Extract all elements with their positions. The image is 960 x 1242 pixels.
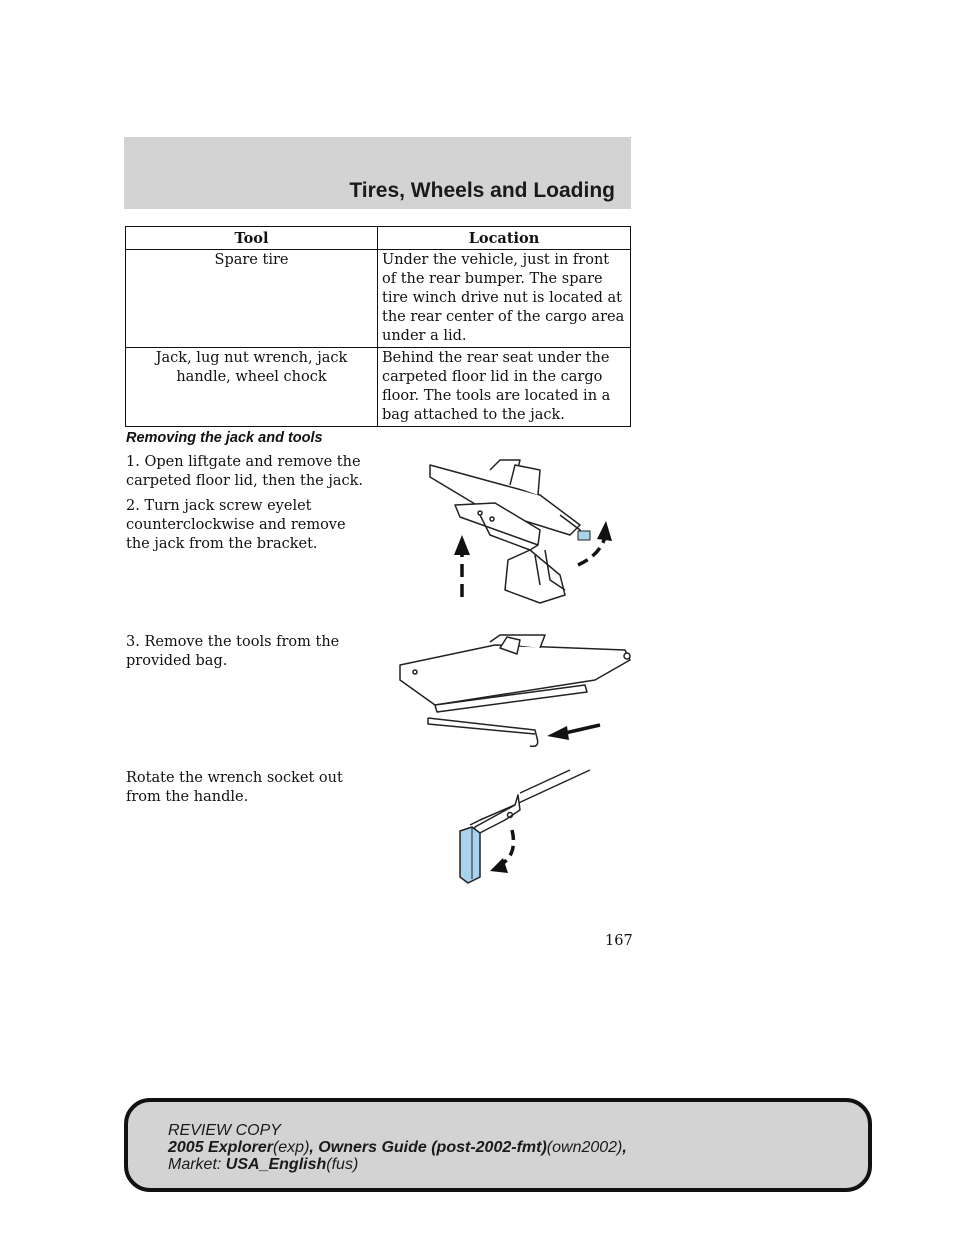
page-header	[124, 137, 631, 209]
footer-market-code: (fus)	[326, 1156, 359, 1173]
page-title: Tires, Wheels and Loading	[349, 179, 615, 202]
step-2-text: 2. Turn jack screw eyelet counterclockwise and remove the jack from the bracket.	[126, 498, 346, 552]
table-header-row	[126, 227, 631, 250]
footer-model-code: (exp)	[272, 1139, 310, 1156]
page-number: 167	[605, 933, 633, 949]
footer-separator: ,	[309, 1139, 314, 1156]
footer-market: USA_English	[225, 1156, 327, 1173]
footer-line-3	[168, 1156, 627, 1173]
footer-guide-code: (own2002)	[546, 1139, 623, 1156]
footer-line-2	[168, 1139, 627, 1156]
section-heading: Removing the jack and tools	[126, 430, 323, 446]
tool-cell: Jack, lug nut wrench, jack handle, wheel chock	[126, 348, 378, 427]
footer-model: 2005 Explorer	[168, 1139, 273, 1156]
location-cell: Behind the rear seat under the carpeted floor lid in the cargo floor. The tools are located in a bag attached to the jack.	[378, 348, 631, 427]
wrench-socket-illustration	[450, 765, 600, 890]
step-4-text: Rotate the wrench socket out from the handle.	[126, 770, 343, 805]
jack-and-tools-illustration	[395, 630, 640, 750]
step-1-text: 1. Open liftgate and remove the carpeted floor lid, then the jack.	[126, 454, 364, 489]
tools-table	[125, 226, 631, 427]
footer-market-label: Market:	[168, 1156, 226, 1173]
table-row	[126, 348, 631, 427]
location-cell: Under the vehicle, just in front of the rear bumper. The spare tire winch drive nut is located at the rear center of the cargo area under a lid.	[378, 250, 631, 348]
table-row	[126, 250, 631, 348]
footer-line-1: REVIEW COPY	[168, 1122, 281, 1139]
footer-text	[168, 1122, 627, 1173]
footer-guide: Owners Guide (post-2002-fmt)	[313, 1139, 547, 1156]
jack-removal-illustration	[420, 455, 620, 610]
column-header-tool: Tool	[126, 227, 378, 250]
review-copy-footer	[124, 1098, 872, 1192]
step-3-text: 3. Remove the tools from the provided bag.	[126, 634, 340, 669]
column-header-location: Location	[378, 227, 631, 250]
tool-cell: Spare tire	[126, 250, 378, 348]
footer-separator: ,	[622, 1139, 627, 1156]
